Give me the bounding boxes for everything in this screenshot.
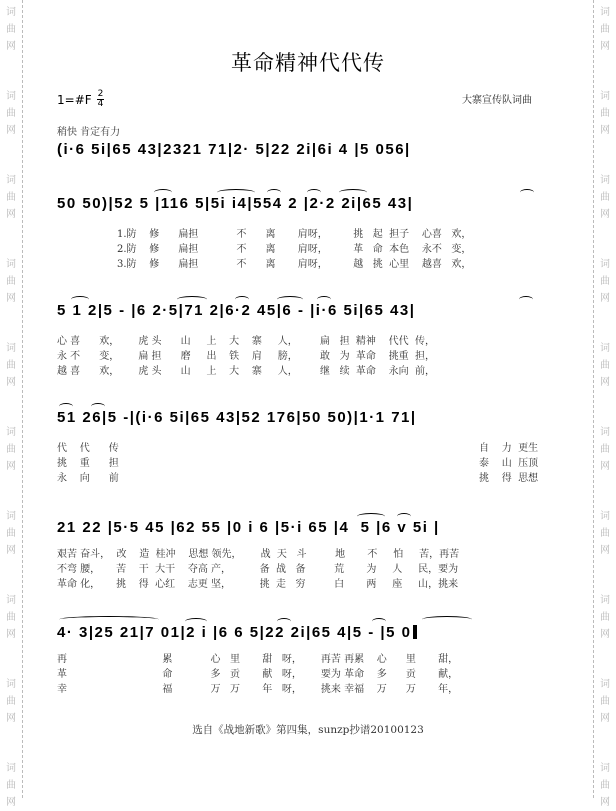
watermark-text: 词 曲 网 <box>600 679 610 724</box>
watermark-text: 词 曲 网 <box>600 427 610 472</box>
slur-mark <box>372 618 386 625</box>
slur-mark <box>357 513 385 520</box>
slur-mark <box>339 189 367 196</box>
watermark-text: 词 曲 网 <box>6 511 16 556</box>
slur-mark <box>71 296 89 303</box>
watermark-divider-right <box>593 0 594 798</box>
slur-mark <box>154 189 172 196</box>
lyrics-verse-3: 幸 福 万 万 年 呀， 挑来 幸福 万 万 年， <box>57 684 459 695</box>
slur-mark <box>91 403 105 410</box>
watermark-text: 词 曲 网 <box>6 343 16 388</box>
tempo-marking: 稍快 肯定有力 <box>57 127 121 138</box>
lyrics-verse-2: 挑 重 担 <box>57 458 119 469</box>
composer-credit: 大寨宣传队词曲 <box>462 95 532 106</box>
watermark-text: 词 曲 网 <box>6 91 16 136</box>
lyrics-verse-1-right: 自 力 更生 <box>479 443 539 454</box>
notation-line: 21 22 |5·5 45 |62 55 |0 i 6 |5·i 65 |4 5 |6 v 5i | <box>57 519 440 536</box>
slur-mark <box>185 618 207 625</box>
slur-mark <box>277 296 303 303</box>
score-line-6 <box>57 622 557 702</box>
notation-line: (i·6 5i|65 43|2321 71|2· 5|22 2i|6i 4 |5 056| <box>57 141 411 158</box>
source-footer: 选自《战地新歌》第四集，sunzp抄谱20100123 <box>192 724 424 736</box>
slur-mark <box>217 189 255 196</box>
lyrics-verse-2: 革 命 多 贡 献 呀， 要为 革命 多 贡 献， <box>57 669 459 680</box>
watermark-text: 词 曲 网 <box>6 595 16 640</box>
key-label: 1=#F <box>57 92 92 107</box>
time-numerator: 2 <box>97 89 104 99</box>
watermark-text: 词 曲 网 <box>600 595 610 640</box>
lyrics-verse-3-right: 挑 得 思想 <box>479 473 539 484</box>
slur-mark <box>235 296 249 303</box>
watermark-text: 词 曲 网 <box>6 175 16 220</box>
lyrics-verse-2: 2.防 修 扁担 不 离 肩呀， 革 命 本色 永不 变， <box>117 244 472 255</box>
lyrics-verse-1: 1.防 修 扁担 不 离 肩呀， 挑 起 担子 心喜 欢， <box>117 229 472 240</box>
score-line-4 <box>57 407 557 487</box>
notation-line: 5 1 2|5 - |6 2·5|71 2|6·2 45|6 - |i·6 5i|65 43| <box>57 302 416 319</box>
notation-line: 50 50)|52 5 |116 5|5i i4|554 2 |2·2 2i|65 43| <box>57 195 414 212</box>
notation-line: 51 26|5 -|(i·6 5i|65 43|52 176|50 50)|1·1 71| <box>57 409 417 426</box>
lyrics-verse-3: 3.防 修 扁担 不 离 肩呀， 越 挑 心里 越喜 欢， <box>117 259 472 270</box>
slur-mark <box>520 189 534 196</box>
slur-mark <box>267 189 281 196</box>
watermark-text: 词 曲 网 <box>600 259 610 304</box>
slur-mark <box>519 296 533 303</box>
lyrics-verse-2: 永 不 变， 扁 担 磨 出 铁 肩 膀， 敢 为 革命 挑重 担， <box>57 351 436 362</box>
lyrics-verse-2: 不弯 腰， 苦 干 大干 夺高 产， 备 战 备 荒 为 人 民，要为 <box>57 564 459 575</box>
watermark-right <box>594 0 616 808</box>
watermark-text: 词 曲 网 <box>600 343 610 388</box>
slur-mark <box>177 296 207 303</box>
notation-text: 4· 3|25 21|7 01|2 i |6 6 5|22 2i|65 4|5 - |5 0 <box>57 624 412 641</box>
watermark-text: 词 曲 网 <box>600 91 610 136</box>
score-line-3 <box>57 300 557 380</box>
time-signature <box>97 90 105 109</box>
lyrics-verse-3: 越 喜 欢， 虎 头 山 上 大 寨 人， 继 续 革命 永向 前， <box>57 366 436 377</box>
score-line-5 <box>57 517 557 597</box>
key-signature <box>57 90 104 109</box>
lyrics-verse-1: 心 喜 欢， 虎 头 山 上 大 寨 人， 扁 担 精神 代代 传， <box>57 336 436 347</box>
watermark-text: 词 曲 网 <box>6 7 16 52</box>
lyrics-verse-1: 艰苦 奋斗， 改 造 桂冲 思想 领先， 战 天 斗 地 不 怕 苦，再苦 <box>57 549 460 560</box>
notation-line <box>57 622 557 644</box>
watermark-text: 词 曲 网 <box>600 763 610 808</box>
watermark-text: 词 曲 网 <box>600 175 610 220</box>
watermark-text: 词 曲 网 <box>600 511 610 556</box>
lyrics-verse-3: 永 向 前 <box>57 473 119 484</box>
score-line-2 <box>57 193 557 273</box>
lyrics-verse-1: 再 累 心 里 甜 呀， 再苦 再累 心 里 甜， <box>57 654 459 665</box>
watermark-divider-left <box>22 0 23 798</box>
slur-mark <box>59 403 73 410</box>
watermark-text: 词 曲 网 <box>6 427 16 472</box>
song-title: 革命精神代代传 <box>231 51 385 75</box>
score-line-1 <box>57 139 557 161</box>
slur-mark <box>59 616 159 623</box>
watermark-text: 词 曲 网 <box>600 7 610 52</box>
watermark-left <box>0 0 22 808</box>
watermark-text: 词 曲 网 <box>6 259 16 304</box>
watermark-text: 词 曲 网 <box>6 763 16 808</box>
lyrics-verse-3: 革命 化， 挑 得 心红 志更 坚， 挑 走 穷 白 两 座 山，挑来 <box>57 579 459 590</box>
time-denominator: 4 <box>97 99 104 109</box>
slur-mark <box>422 616 472 623</box>
slur-mark <box>277 618 291 625</box>
slur-mark <box>317 296 331 303</box>
slur-mark <box>397 513 411 520</box>
final-barline <box>413 625 417 639</box>
lyrics-verse-1: 代 代 传 <box>57 443 119 454</box>
lyrics-verse-2-right: 泰 山 压顶 <box>479 458 539 469</box>
slur-mark <box>307 189 321 196</box>
watermark-text: 词 曲 网 <box>6 679 16 724</box>
